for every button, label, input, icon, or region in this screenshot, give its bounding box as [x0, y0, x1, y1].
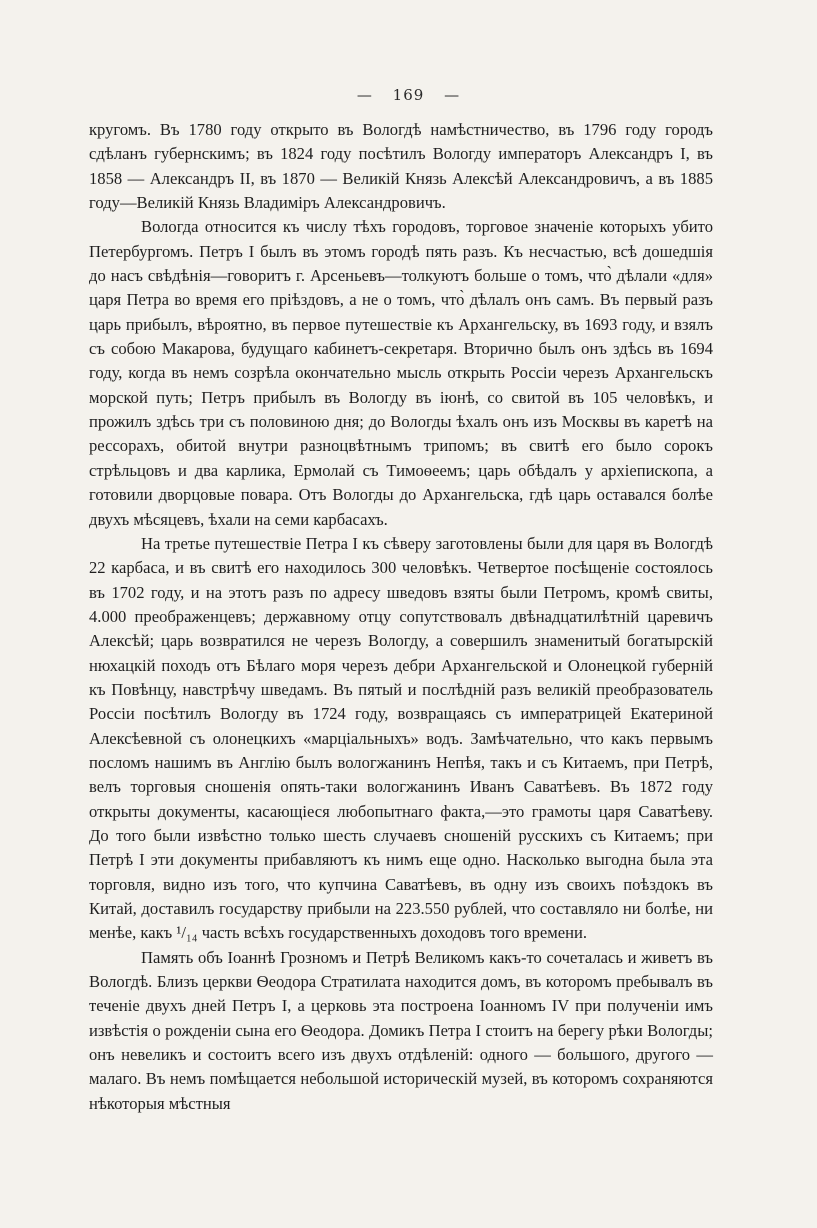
paragraph-2: Вологда относится къ числу тѣхъ городовъ, торговое значеніе которыхъ убито Петербургомъ. Петръ I былъ въ этомъ городѣ пять разъ. Къ несчастью, всѣ дошедшія до насъ свѣдѣнія—говоритъ г. Арсеньевъ—толкуютъ больше о томъ, что̀ дѣлали «для» царя Петра во время его пріѣздовъ, а не о томъ, что̀ дѣлалъ онъ самъ. Въ первый разъ царь прибылъ, вѣроятно, въ первое путешествіе къ Архангельску, въ 1693 году, и взялъ съ собою Макарова, будущаго кабинетъ-секретаря. Вторично былъ онъ здѣсь въ 1694 году, когда въ немъ созрѣла окончательно мысль открыть Россіи черезъ Архангельскъ морской путь; Петръ прибылъ въ Вологду въ іюнѣ, со свитой въ 105 человѣкъ, и прожилъ здѣсь три съ половиною дня; до Вологды ѣхалъ онъ изъ Москвы въ каретѣ на рессорахъ, обитой внутри разноцвѣтнымъ трипомъ; въ свитѣ его было сорокъ стрѣльцовъ и два карлика, Ермолай съ Тимоѳеемъ; царь обѣдалъ у архіепископа, а готовили дворцовые повара. Отъ Вологды до Архангельска, гдѣ царь оставался болѣе двухъ мѣсяцевъ, ѣхали на семи карбасахъ.: [89, 217, 713, 529]
paragraph-4: Память объ Іоаннѣ Грозномъ и Петрѣ Великомъ какъ-то сочеталась и живетъ въ Вологдѣ. Близъ церкви Ѳеодора Стратилата находится домъ, въ которомъ пребывалъ въ теченіе двухъ дней Петръ I, а церковь эта построена Іоанномъ IV при полученіи имъ извѣстія о рожденіи сына его Ѳеодора. Домикъ Петра I стоитъ на берегу рѣки Вологды; онъ невеликъ и состоитъ всего изъ двухъ отдѣленій: одного — большого, другого — малаго. Въ немъ помѣщается небольшой историческій музей, въ которомъ сохраняются нѣкоторыя мѣстныя: [89, 947, 713, 1113]
header-dash-right: —: [444, 86, 461, 104]
page-number: 169: [392, 86, 425, 104]
paragraph-3: На третье путешествіе Петра I къ сѣверу заготовлены были для царя въ Вологдѣ 22 карбаса, и въ свитѣ его находилось 300 человѣкъ. Четвертое посѣщеніе состоялось въ 1702 году, и на этотъ разъ по адресу шведовъ взяты были Петромъ, кромѣ свиты, 4.000 преображенцевъ; державному отцу сопутствовалъ двѣнадцатилѣтній царевичъ Алексѣй; царь возвратился не черезъ Вологду, а совершилъ знаменитый богатырскій нюхацкій походъ отъ Бѣлаго моря черезъ дебри Архангельской и Олонецкой губерній къ Повѣнцу, навстрѣчу шведамъ. Въ пятый и послѣдній разъ великій преобразователь Россіи посѣтилъ Вологду въ 1724 году, возвращаясь съ императрицей Екатериной Алексѣевной съ олонецкихъ «марціальныхъ» водъ. Замѣчательно, что какъ первымъ посломъ нашимъ въ Англію былъ вологжанинъ Непѣя, такъ и съ Китаемъ, при Петрѣ, велъ торговыя сношенія опять-таки вологжанинъ Иванъ Саватѣевъ. Въ 1872 году открыты документы, касающіеся любопытнаго факта,—это грамоты царя Саватѣеву. До того были извѣстно только шесть случаевъ сношеній русскихъ съ Китаемъ; при Петрѣ I эти документы прибавляютъ къ нимъ еще одно. Насколько выгодна была эта торговля, видно изъ того, что купчина Саватѣевъ, въ одну изъ своихъ поѣздокъ въ Китай, доставилъ государству прибыли на 223.550 рублей, что составляло ни болѣе, ни менѣе, какъ ¹/₁₄ часть всѣхъ государственныхъ доходовъ того времени.: [89, 533, 713, 943]
paragraph-1: кругомъ. Въ 1780 году открыто въ Вологдѣ намѣстничество, въ 1796 году городъ сдѣланъ губернскимъ; въ 1824 году посѣтилъ Вологду императоръ Александръ I, въ 1858 — Александръ II, въ 1870 — Великій Князь Алексѣй Александровичъ, а въ 1885 году—Великій Князь Владиміръ Александровичъ.: [89, 120, 713, 213]
body-text: [89, 118, 713, 1116]
header-dash-left: —: [356, 86, 373, 104]
page-header: [0, 86, 817, 104]
